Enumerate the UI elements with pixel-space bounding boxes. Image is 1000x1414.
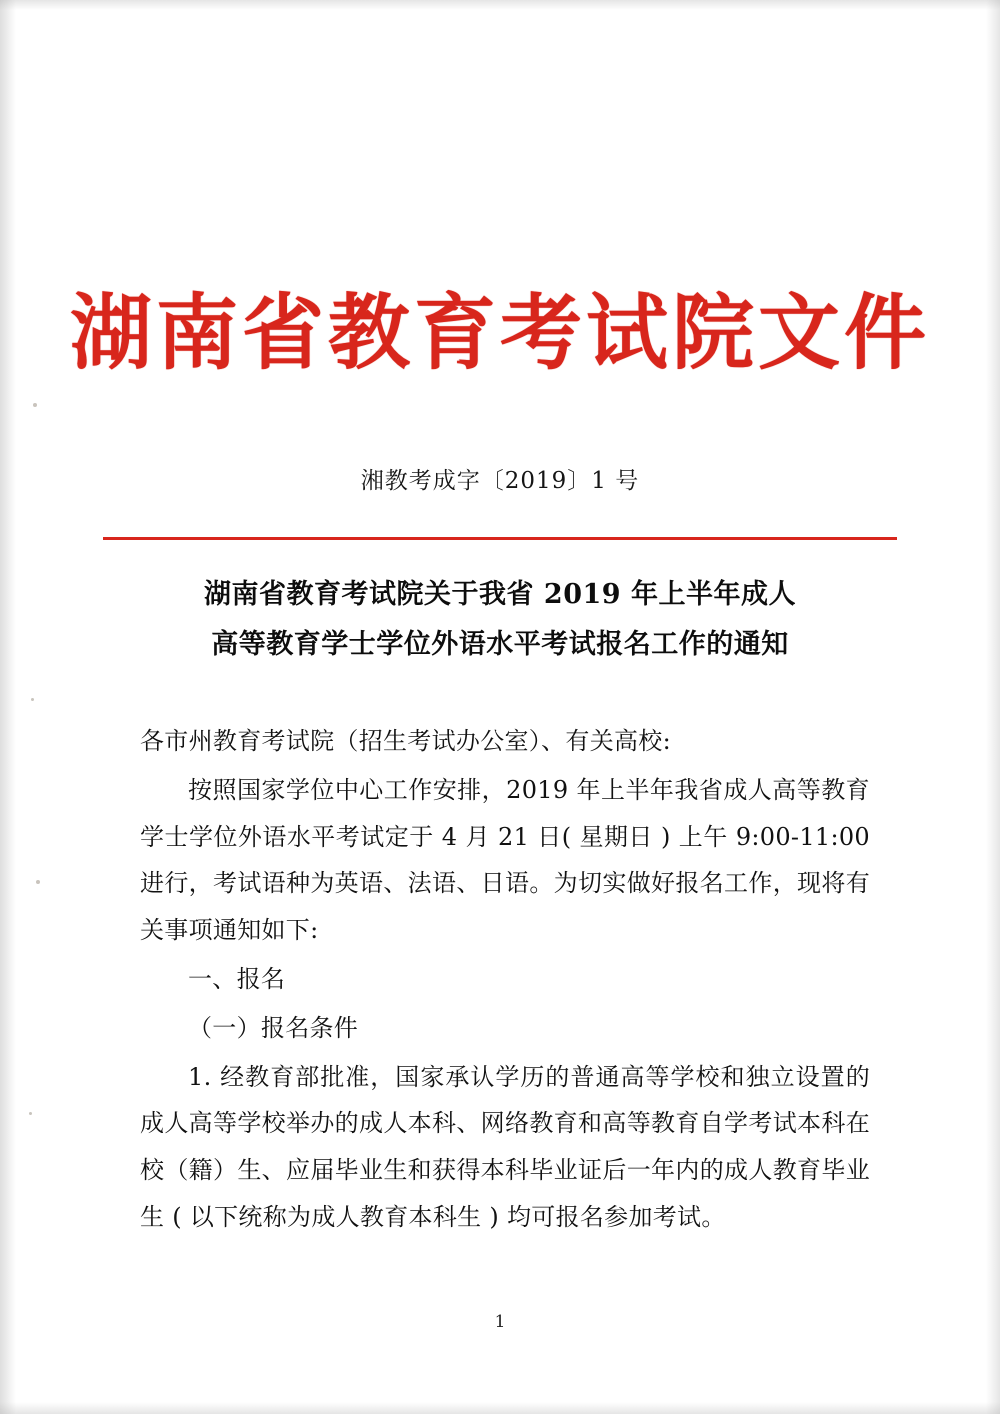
document-body	[140, 718, 870, 1243]
page-title-line-2: 高等教育学士学位外语水平考试报名工作的通知	[211, 628, 789, 660]
body-paragraph: 按照国家学位中心工作安排，2019 年上半年我省成人高等教育学士学位外语水平考试定于 4 月 21 日( 星期日 ) 上午 9:00-11:00 进行，考试语种为英语、法语、日语。为切实做好报名工作，现将有关事项通知如下:	[140, 775, 870, 945]
page-title-line-1: 湖南省教育考试院关于我省 2019 年上半年成人	[204, 579, 796, 610]
scan-edge-right	[986, 0, 1000, 1414]
scan-speck	[29, 1112, 32, 1115]
scan-edge-top	[0, 0, 1000, 10]
section-heading-1: 一、报名	[188, 964, 286, 993]
body-paragraph: 1. 经教育部批准，国家承认学历的普通高等学校和独立设置的成人高等学校举办的成人本科、网络教育和高等教育自学考试本科在校（籍）生、应届毕业生和获得本科毕业证后一年内的成人教育毕业生 ( 以下统称为成人教育本科生 ) 均可报名参加考试。	[140, 1062, 870, 1231]
page-number: 1	[494, 1312, 506, 1332]
page-title	[130, 570, 870, 670]
scan-speck	[36, 880, 40, 884]
document-number: 湘教考成字〔2019〕1 号	[360, 468, 640, 494]
red-divider-rule	[103, 537, 897, 540]
salutation: 各市州教育考试院（招生考试办公室）、有关高校:	[140, 727, 671, 755]
scan-edge-left	[0, 0, 16, 1414]
scan-speck	[31, 698, 34, 701]
subsection-heading-1-1: （一）报名条件	[188, 1013, 359, 1042]
scan-edge-bottom	[0, 1402, 1000, 1414]
scan-speck	[33, 403, 37, 407]
document-masthead-title: 湖南省教育考试院文件	[69, 285, 930, 381]
